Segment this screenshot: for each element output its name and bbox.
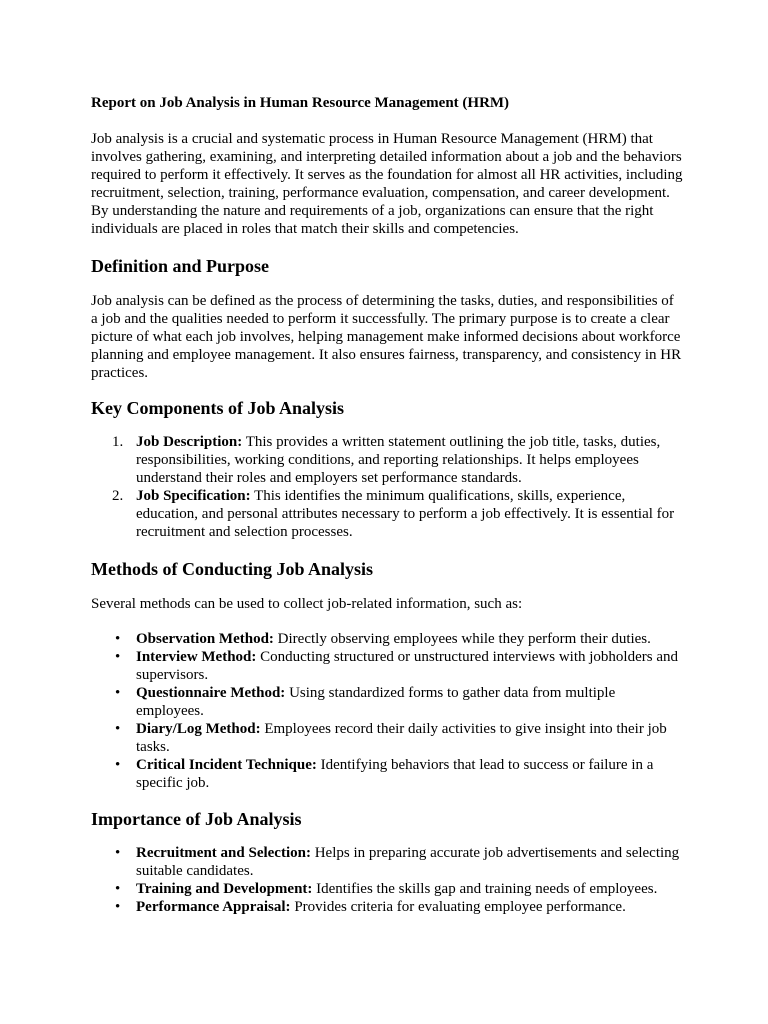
bullet-icon: • (115, 721, 121, 737)
document-title: Report on Job Analysis in Human Resource Management (HRM) (91, 95, 510, 111)
list-item (91, 433, 683, 487)
bullet-icon: • (115, 881, 121, 897)
list-item-term: Critical Incident Technique: (136, 757, 317, 773)
list-item-term: Diary/Log Method: (136, 721, 261, 737)
list-item-text: Directly observing employees while they perform their duties. (273, 631, 651, 647)
list-item (91, 684, 683, 720)
definition-paragraph: Job analysis can be defined as the process of determining the tasks, duties, and responsibilities of a job and the qualities needed to perform it successfully. The primary purpose is to create a clear picture of what each job involves, helping management make informed decisions about workforce planning and employee management. It also ensures fairness, transparency, and consistency in HR practices. (91, 293, 682, 381)
list-item (91, 756, 683, 792)
list-item-term: Recruitment and Selection: (136, 845, 311, 861)
components-list (91, 433, 683, 541)
list-item (91, 880, 683, 898)
list-item-text: This identifies the minimum qualifications, skills, experience, education, and personal attributes necessary to perform a job effectively. It is essential for recruitment and selection processes. (136, 488, 675, 540)
bullet-icon: • (115, 757, 121, 773)
list-item-text: Provides criteria for evaluating employee performance. (290, 899, 626, 915)
list-number: 2. (112, 488, 124, 504)
bullet-icon: • (115, 649, 121, 665)
intro-paragraph: Job analysis is a crucial and systematic process in Human Resource Management (HRM) that involves gathering, examining, and interpreting detailed information about a job and the behaviors required to perform it effectively. It serves as the foundation for almost all HR activities, including recruitment, selection, training, performance evaluation, compensation, and career development. By understanding the nature and requirements of a job, organizations can ensure that the right individuals are placed in roles that match their skills and competencies. (91, 131, 683, 237)
list-item-text: This provides a written statement outlining the job title, tasks, duties, responsibilities, working conditions, and reporting relationships. It helps employees understand their roles and employers set performance standards. (136, 434, 661, 486)
bullet-icon: • (115, 631, 121, 647)
list-item-term: Interview Method: (136, 649, 257, 665)
bullet-icon: • (115, 899, 121, 915)
methods-heading: Methods of Conducting Job Analysis (91, 559, 374, 579)
list-item-text: Using standardized forms to gather data from multiple employees. (136, 685, 616, 719)
list-item-text: Helps in preparing accurate job advertisements and selecting suitable candidates. (136, 845, 680, 879)
list-item-term: Job Description: (136, 434, 243, 450)
list-item-term: Observation Method: (136, 631, 274, 647)
importance-list (91, 844, 683, 916)
list-item (91, 720, 683, 756)
importance-heading: Importance of Job Analysis (91, 809, 302, 829)
list-item (91, 898, 683, 916)
list-item (91, 648, 683, 684)
list-item-text: Employees record their daily activities to give insight into their job tasks. (136, 721, 667, 755)
list-item (91, 630, 683, 648)
list-item-text: Identifying behaviors that lead to success or failure in a specific job. (136, 757, 654, 791)
methods-list (91, 630, 683, 792)
list-item-term: Questionnaire Method: (136, 685, 286, 701)
list-item (91, 844, 683, 880)
list-item-text: Identifies the skills gap and training needs of employees. (312, 881, 658, 897)
bullet-icon: • (115, 685, 121, 701)
methods-intro: Several methods can be used to collect job-related information, such as: (91, 596, 523, 612)
definition-heading: Definition and Purpose (91, 256, 270, 276)
list-item (91, 487, 683, 541)
list-item-term: Training and Development: (136, 881, 313, 897)
bullet-icon: • (115, 845, 121, 861)
components-heading: Key Components of Job Analysis (91, 398, 345, 418)
list-item-term: Job Specification: (136, 488, 251, 504)
list-number: 1. (112, 434, 124, 450)
document-page (91, 94, 683, 916)
list-item-text: Conducting structured or unstructured interviews with jobholders and supervisors. (136, 649, 678, 683)
list-item-term: Performance Appraisal: (136, 899, 291, 915)
